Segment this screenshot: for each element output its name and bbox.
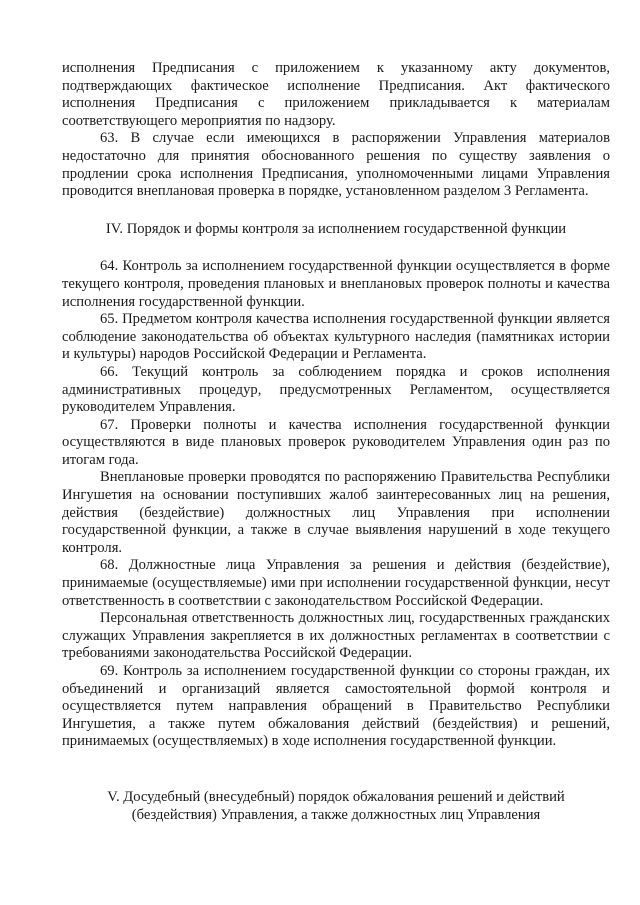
- section-5-heading-line-1: V. Досудебный (внесудебный) порядок обжалования решений и действий: [107, 788, 565, 805]
- paragraph-64: 64. Контроль за исполнением государственной функции осуществляется в форме текущего контроля, проведения плановых и внеплановых проверок полноты и качества исполнения государственной функции.: [62, 258, 610, 310]
- section-5-heading-line-2: (бездействия) Управления, а также должностных лиц Управления: [131, 806, 541, 823]
- paragraph-continuation: исполнения Предписания с приложением к указанному акту документов, подтверждающих фактическое исполнение Предписания. Акт фактического исполнения Предписания с приложением прикладывается к материалам соответствующего мероприятия по надзору.: [62, 60, 610, 129]
- paragraph-69: 69. Контроль за исполнением государственной функции со стороны граждан, их объединений и организаций является самостоятельной формой контроля и осуществляется путем направления обращений в Правительство Республики Ингушетия, а также путем обжалования действий (бездействия) и решений, принимаемых (осуществляемых) в ходе исполнения государственной функции.: [62, 663, 610, 750]
- paragraph-65: 65. Предметом контроля качества исполнения государственной функции является соблюдение законодательства об объектах культурного наследия (памятниках истории и культуры) народов Российской Федерации и Регламента.: [62, 311, 610, 363]
- paragraph-68: 68. Должностные лица Управления за решения и действия (бездействие), принимаемые (осуществляемые) ими при исполнении государственной функции, несут ответственность в соответствии с законодательством Российской Федерации.: [62, 557, 610, 609]
- paragraph-67-unplanned: Внеплановые проверки проводятся по распоряжению Правительства Республики Ингушетия на основании поступивших жалоб заинтересованных лиц на решения, действия (бездействие) должностных лиц Управления при исполнении государственной функции, а также в случае выявления нарушений в ходе текущего контроля.: [62, 469, 610, 556]
- paragraph-67: 67. Проверки полноты и качества исполнения государственной функции осуществляются в виде плановых проверок руководителем Управления один раз по итогам года.: [62, 416, 610, 468]
- document-page: [62, 60, 610, 824]
- section-4-heading: IV. Порядок и формы контроля за исполнением государственной функции: [105, 220, 567, 237]
- paragraph-66: 66. Текущий контроль за соблюдением порядка и сроков исполнения административных процедур, предусмотренных Регламентом, осуществляется руководителем Управления.: [62, 363, 610, 416]
- paragraph-63: 63. В случае если имеющихся в распоряжении Управления материалов недостаточно для принятия обоснованного решения по существу заявления о продлении срока исполнения Предписания, уполномоченными лицами Управления проводится внеплановая проверка в порядке, установленном разделом 3 Регламента.: [62, 130, 610, 200]
- paragraph-68-personal: Персональная ответственность должностных лиц, государственных гражданских служащих Управления закрепляется в их должностных регламентах в соответствии с требованиями законодательства Российской Федерации.: [62, 610, 610, 662]
